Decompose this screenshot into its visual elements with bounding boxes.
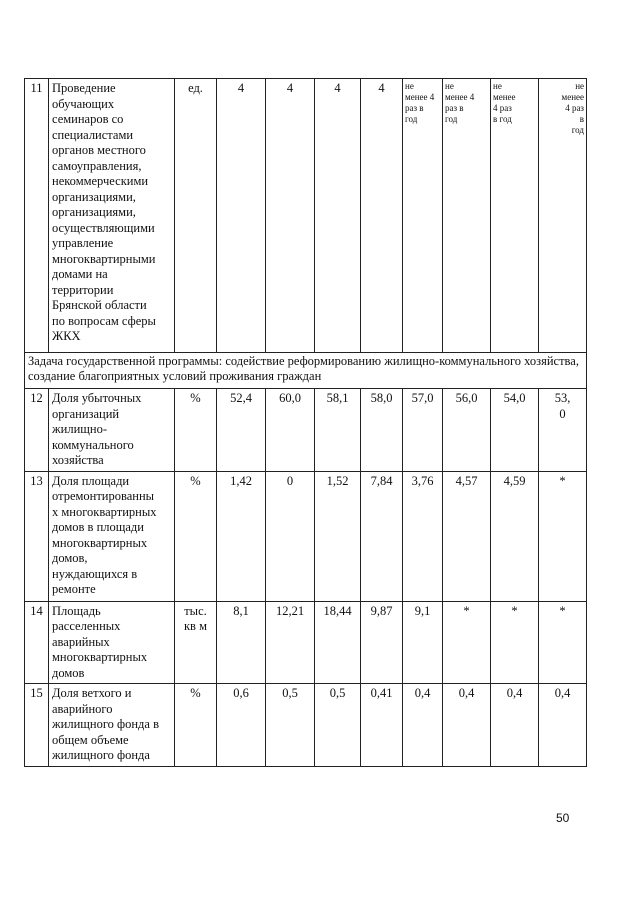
value-cell: 0,5 [266, 684, 315, 767]
value-cell: 9,87 [361, 601, 403, 684]
value-cell: 0,6 [217, 684, 266, 767]
value-cell: 52,4 [217, 389, 266, 472]
unit-cell: тыс. кв м [175, 601, 217, 684]
value-cell: 0,4 [403, 684, 443, 767]
value-cell: 12,21 [266, 601, 315, 684]
table-row [25, 79, 587, 353]
indicators-table [24, 78, 587, 767]
indicator-name: Доля ветхого и аварийного жилищного фонда в общем объеме жилищного фонда [49, 684, 175, 767]
indicator-name: Проведение обучающих семинаров со специалистами органов местного самоуправления, некоммерческими организациями, организациями, осуществляющими управление многоквартирными домами на территории Брянской области по вопросам сферы ЖКХ [49, 79, 175, 353]
value-cell: * [539, 471, 587, 601]
value-cell: 3,76 [403, 471, 443, 601]
value-cell: 9,1 [403, 601, 443, 684]
value-cell: 1,42 [217, 471, 266, 601]
value-cell: 0,4 [491, 684, 539, 767]
value-cell: 1,52 [315, 471, 361, 601]
value-cell: 58,1 [315, 389, 361, 472]
value-cell: 4,57 [443, 471, 491, 601]
value-cell: не менее 4 раз в год [491, 79, 539, 353]
value-cell: 0,5 [315, 684, 361, 767]
indicator-name: Площадь расселенных аварийных многоквартирных домов [49, 601, 175, 684]
value-cell: 18,44 [315, 601, 361, 684]
indicator-name: Доля площади отремонтированны х многоквартирных домов в площади многоквартирных домов, нуждающихся в ремонте [49, 471, 175, 601]
value-cell: * [491, 601, 539, 684]
unit-cell: ед. [175, 79, 217, 353]
value-cell: 56,0 [443, 389, 491, 472]
value-cell: 0,4 [539, 684, 587, 767]
value-cell: 57,0 [403, 389, 443, 472]
value-cell: не менее 4 раз в год [403, 79, 443, 353]
value-cell: 0,4 [443, 684, 491, 767]
page-number: 50 [556, 811, 570, 825]
value-cell: 54,0 [491, 389, 539, 472]
value-cell: 4 [266, 79, 315, 353]
value-cell: не менее 4 раз в год [539, 79, 587, 353]
program-task: Задача государственной программы: содействие реформированию жилищно-коммунального хозяйства, создание благоприятных условий проживания граждан [25, 353, 587, 389]
value-cell: 8,1 [217, 601, 266, 684]
value-cell: 7,84 [361, 471, 403, 601]
indicator-name: Доля убыточных организаций жилищно- коммунального хозяйства [49, 389, 175, 472]
row-index: 15 [25, 684, 49, 767]
table-row [25, 601, 587, 684]
task-row [25, 353, 587, 389]
unit-cell: % [175, 389, 217, 472]
value-cell: * [539, 601, 587, 684]
row-index: 13 [25, 471, 49, 601]
value-cell: 53, 0 [539, 389, 587, 472]
value-cell: 4 [315, 79, 361, 353]
row-index: 14 [25, 601, 49, 684]
table-row [25, 471, 587, 601]
value-cell: 4 [361, 79, 403, 353]
row-index: 11 [25, 79, 49, 353]
table-row [25, 684, 587, 767]
row-index: 12 [25, 389, 49, 472]
table-row [25, 389, 587, 472]
value-cell: 0 [266, 471, 315, 601]
value-cell: 4,59 [491, 471, 539, 601]
unit-cell: % [175, 684, 217, 767]
value-cell: * [443, 601, 491, 684]
value-cell: 4 [217, 79, 266, 353]
value-cell: не менее 4 раз в год [443, 79, 491, 353]
value-cell: 58,0 [361, 389, 403, 472]
value-cell: 60,0 [266, 389, 315, 472]
unit-cell: % [175, 471, 217, 601]
value-cell: 0,41 [361, 684, 403, 767]
